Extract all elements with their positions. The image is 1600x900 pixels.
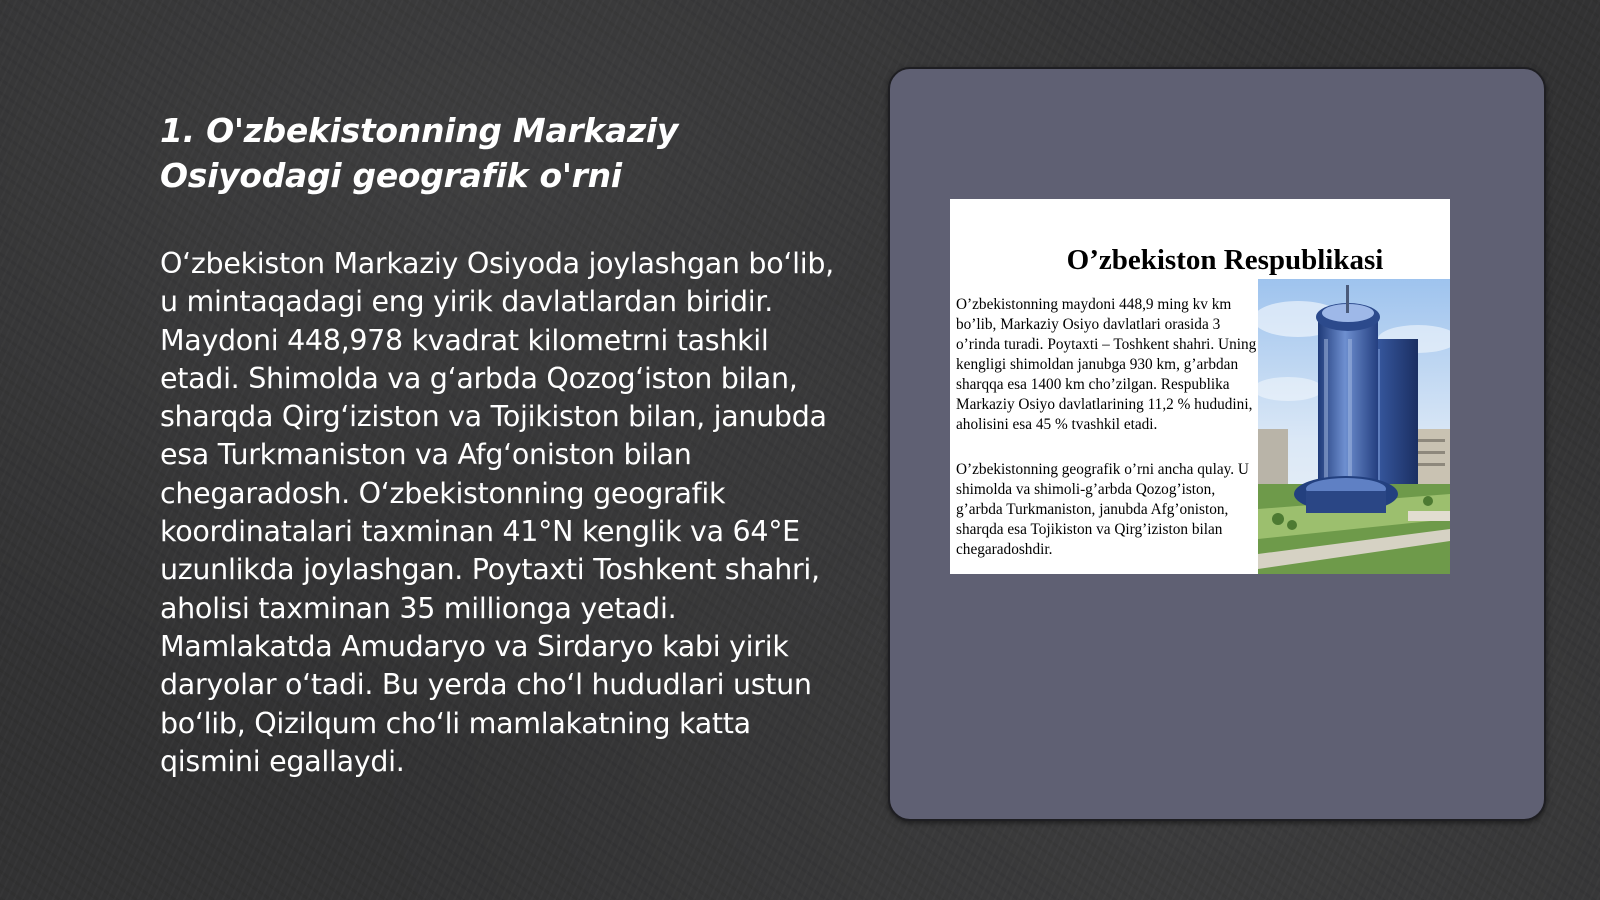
embedded-paragraph-area: O’zbekistonning maydoni 448,9 ming kv km bo’lib, Markaziy Osiyo davlatlari orasida 3 o’rinda turadi. Poytaxti – Toshkent shahri. Uning kengligi shimoldan janubga 930 km, g’arbdan sharqqa esa 1400 km cho’zilgan. Respublika Markaziy Osiyo davlatlarining 11,2 % hududini, aholisini esa 45 % tvashkil etadi.	[956, 296, 1257, 433]
tower-building-photo	[1258, 279, 1450, 574]
embedded-slide-title: O’zbekiston Respublikasi	[1066, 244, 1384, 276]
slide-body-text: O‘zbekiston Markaziy Osiyoda joylashgan bo‘lib, u mintaqadagi eng yirik davlatlardan biridir. Maydoni 448,978 kvadrat kilometrni tashkil etadi. Shimolda va g‘arbda Qozog‘iston bilan, sharqda Qirg‘iziston va Tojikiston bilan, janubda esa Turkmaniston va Afg‘oniston bilan chegaradosh. O‘zbekistonning geografik koordinatalari taxminan 41°N kenglik va 64°E uzunlikda joylashgan. Poytaxti Toshkent shahri, aholisi taxminan 35 millionga yetadi. Mamlakatda Amudaryo va Sirdaryo kabi yirik daryolar o‘tadi. Bu yerda cho‘l hududlari ustun bo‘lib, Qizilqum cho‘li mamlakatning katta qismini egallaydi.	[160, 247, 834, 778]
embedded-slide-image	[950, 199, 1450, 574]
slide-title: 1. O'zbekistonning Markaziy Osiyodagi geografik o'rni	[160, 111, 679, 195]
embedded-paragraph-borders: O’zbekistonning geografik o’rni ancha qulay. U shimolda va shimoli-g’arbda Qozog’iston, g’arbda Turkmaniston, janubda Afg’oniston, sharqda esa Tojikiston va Qirg’iziston bilan chegaradoshdir.	[956, 461, 1249, 558]
